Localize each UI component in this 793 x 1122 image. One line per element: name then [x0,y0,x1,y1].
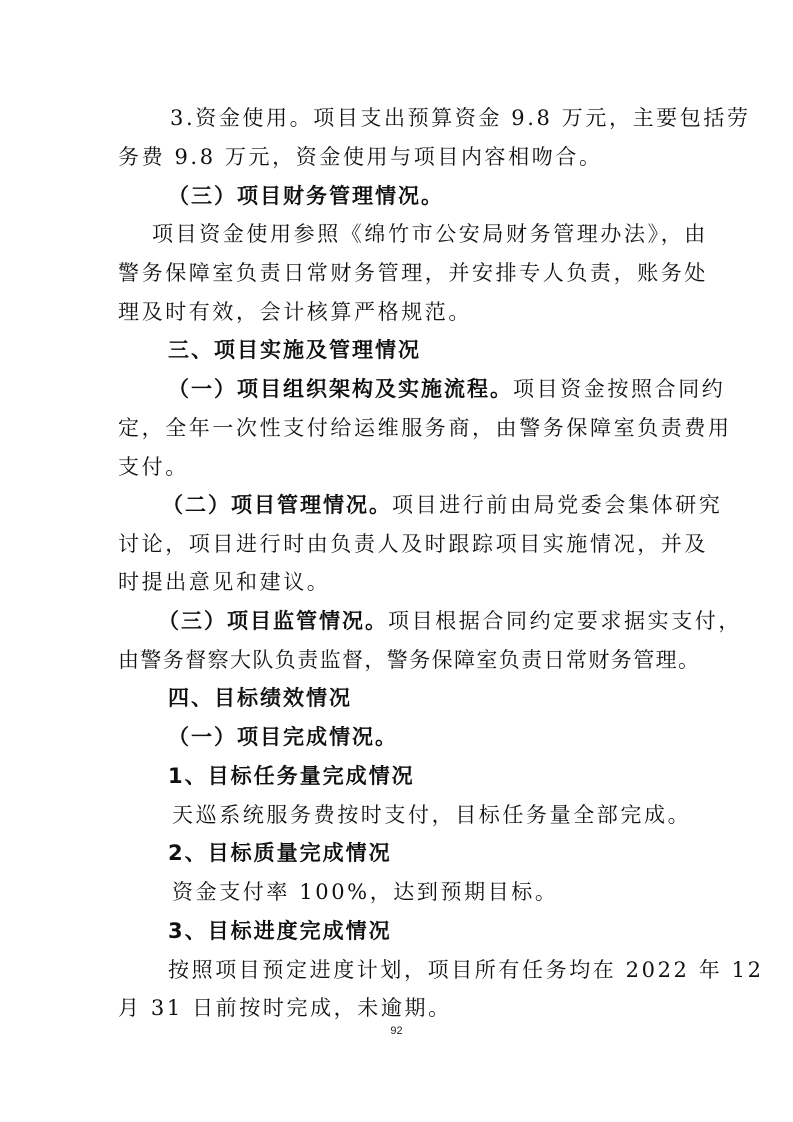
inline-heading: （一）项目组织架构及实施流程。 [168,377,513,401]
body-text-line: 支付。 [118,455,189,479]
section-heading: （一）项目完成情况。 [168,725,398,749]
body-text-line: 警务保障室负责日常财务管理，并安排专人负责，账务处 [118,261,708,285]
body-text-line: 资金支付率 100%，达到预期目标。 [172,880,559,904]
body-text-line: 定，全年一次性支付给运维服务商，由警务保障室负责费用 [118,416,732,440]
section-heading: 三、项目实施及管理情况 [168,338,421,362]
body-text-line: 讨论，项目进行时由负责人及时跟踪项目实施情况，并及 [118,532,708,556]
body-text-line [162,490,722,520]
section-heading: 1、目标任务量完成情况 [168,764,415,788]
section-heading: 四、目标绩效情况 [168,686,352,710]
inline-heading: （三）项目监管情况。 [158,609,388,633]
section-heading: 2、目标质量完成情况 [168,841,392,865]
body-text-line: 月 31 日前按时完成，未逾期。 [118,996,452,1020]
inline-text: 项目进行前由局党委会集体研究 [392,493,723,517]
page-number: 92 [390,1025,403,1037]
body-text-line: 3.资金使用。项目支出预算资金 9.8 万元，主要包括劳 [170,106,751,130]
inline-heading: （二）项目管理情况。 [162,493,392,517]
body-text-line: 理及时有效，会计核算严格规范。 [118,300,472,324]
body-text-line: 天巡系统服务费按时支付，目标任务量全部完成。 [172,803,692,827]
section-heading: （三）项目财务管理情况。 [168,184,444,208]
inline-text: 项目根据合同约定要求据实支付， [388,609,742,633]
inline-text: 项目资金按照合同约 [513,377,726,401]
body-text-line: 按照项目预定进度计划，项目所有任务均在 2022 年 12 [168,958,764,982]
body-text-line: 务费 9.8 万元，资金使用与项目内容相吻合。 [118,145,603,169]
body-text-line: 由警务督察大队负责监督，警务保障室负责日常财务管理。 [118,648,701,672]
body-text-line: 时提出意见和建议。 [118,570,331,594]
body-text-line: 项目资金使用参照《绵竹市公安局财务管理办法》，由 [152,222,708,246]
body-text-line [168,374,725,404]
body-text-line [158,606,742,636]
section-heading: 3、目标进度完成情况 [168,919,392,943]
